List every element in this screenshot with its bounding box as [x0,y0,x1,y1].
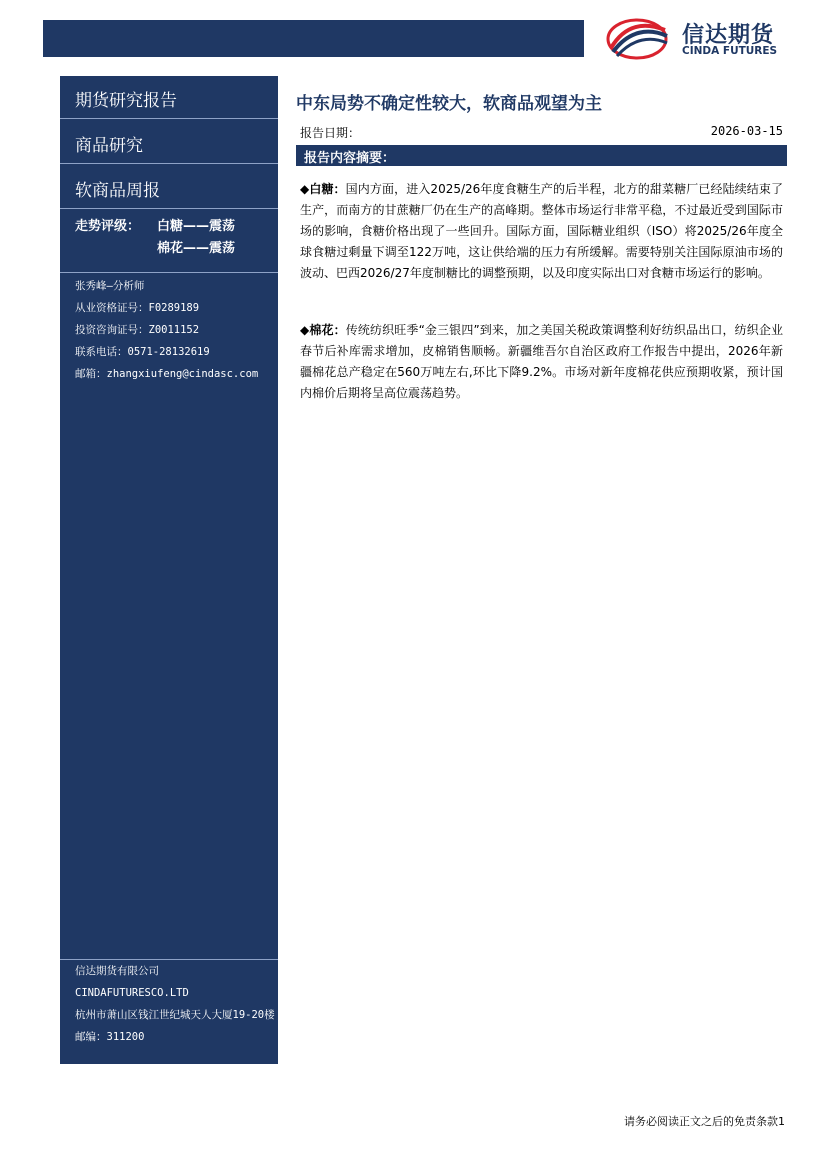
cinda-futures-logo [605,16,795,62]
company-name: 信达期货有限公司 [75,965,159,977]
trend-rating [75,216,235,260]
sidebar-section-weekly [60,166,278,209]
report-date: 2026-03-15 [710,124,783,138]
logo-chinese-name: 信达期货 [682,23,775,48]
sidebar-section-label: 期货研究报告 [75,91,177,111]
sidebar-divider [60,272,278,273]
company-english-name: CINDAFUTURESCO.LTD [75,987,189,999]
sugar-heading: ◆白糖： [300,182,346,196]
sugar-text: 国内方面，进入2025/26年度食糖生产的后半程，北方的甜菜糖厂已经陆续结束了生产，而南方的甘蔗糖厂仍在生产的高峰期。整体市场运行非常平稳，不过最近受到国际市场的影响，食糖价格出现了一些回升。国际方面，国际糖业组织（ISO）将2025/26年度全球食糖过剩量下调至122万吨，这让供给端的压力有所缓解。需要特别关注国际原油市场的波动、巴西2026/27年度制糖比的调整预期，以及印度实际出口对食糖市场运行的影响。 [300,182,783,280]
company-address: 杭州市萧山区钱江世纪城天人大厦19-20楼 [75,1009,275,1021]
qualification-number: 从业资格证号：F0289189 [75,302,200,314]
report-title: 中东局势不确定性较大，软商品观望为主 [296,94,602,114]
company-postcode: 邮编：311200 [75,1031,145,1043]
advisory-number: 投资咨询证号：Z0011152 [75,324,200,336]
disclaimer-footer: 请务必阅读正文之后的免责条款1 [624,1115,785,1128]
analyst-name: 张秀峰—分析师 [75,280,145,292]
sidebar-section-label: 软商品周报 [75,181,160,201]
sidebar [60,76,278,1064]
sidebar-section-research [60,121,278,164]
analyst-info [75,275,258,385]
cotton-paragraph [300,320,783,404]
cotton-heading: ◆棉花： [300,323,346,337]
summary-header [296,145,787,166]
sugar-paragraph [300,179,783,284]
header-bar [43,20,584,57]
contact-email: 邮箱：zhangxiufeng@cindasc.com [75,368,259,380]
rating-cotton: 棉花——震荡 [157,241,236,256]
summary-label: 报告内容摘要： [304,151,396,166]
rating-sugar: 白糖——震荡 [157,219,236,234]
report-date-label: 报告日期： [300,126,361,140]
sidebar-section-label: 商品研究 [75,136,143,156]
contact-phone: 联系电话：0571-28132619 [75,346,210,358]
company-info [75,960,275,1048]
sidebar-section-report-type [60,76,278,119]
cotton-text: 传统纺织旺季“金三银四”到来，加之美国关税政策调整利好纺织品出口，纺织企业春节后补库需求增加，皮棉销售顺畅。新疆维吾尔自治区政府工作报告中提出，2026年新疆棉花总产稳定在560万吨左右,环比下降9.2%。市场对新年度棉花供应预期收紧，预计国内棉价后期将呈高位震荡趋势。 [300,323,783,400]
cinda-logo-icon [605,16,675,62]
logo-english-name: CINDA FUTURES [682,45,778,57]
rating-label: 走势评级： [75,219,141,234]
